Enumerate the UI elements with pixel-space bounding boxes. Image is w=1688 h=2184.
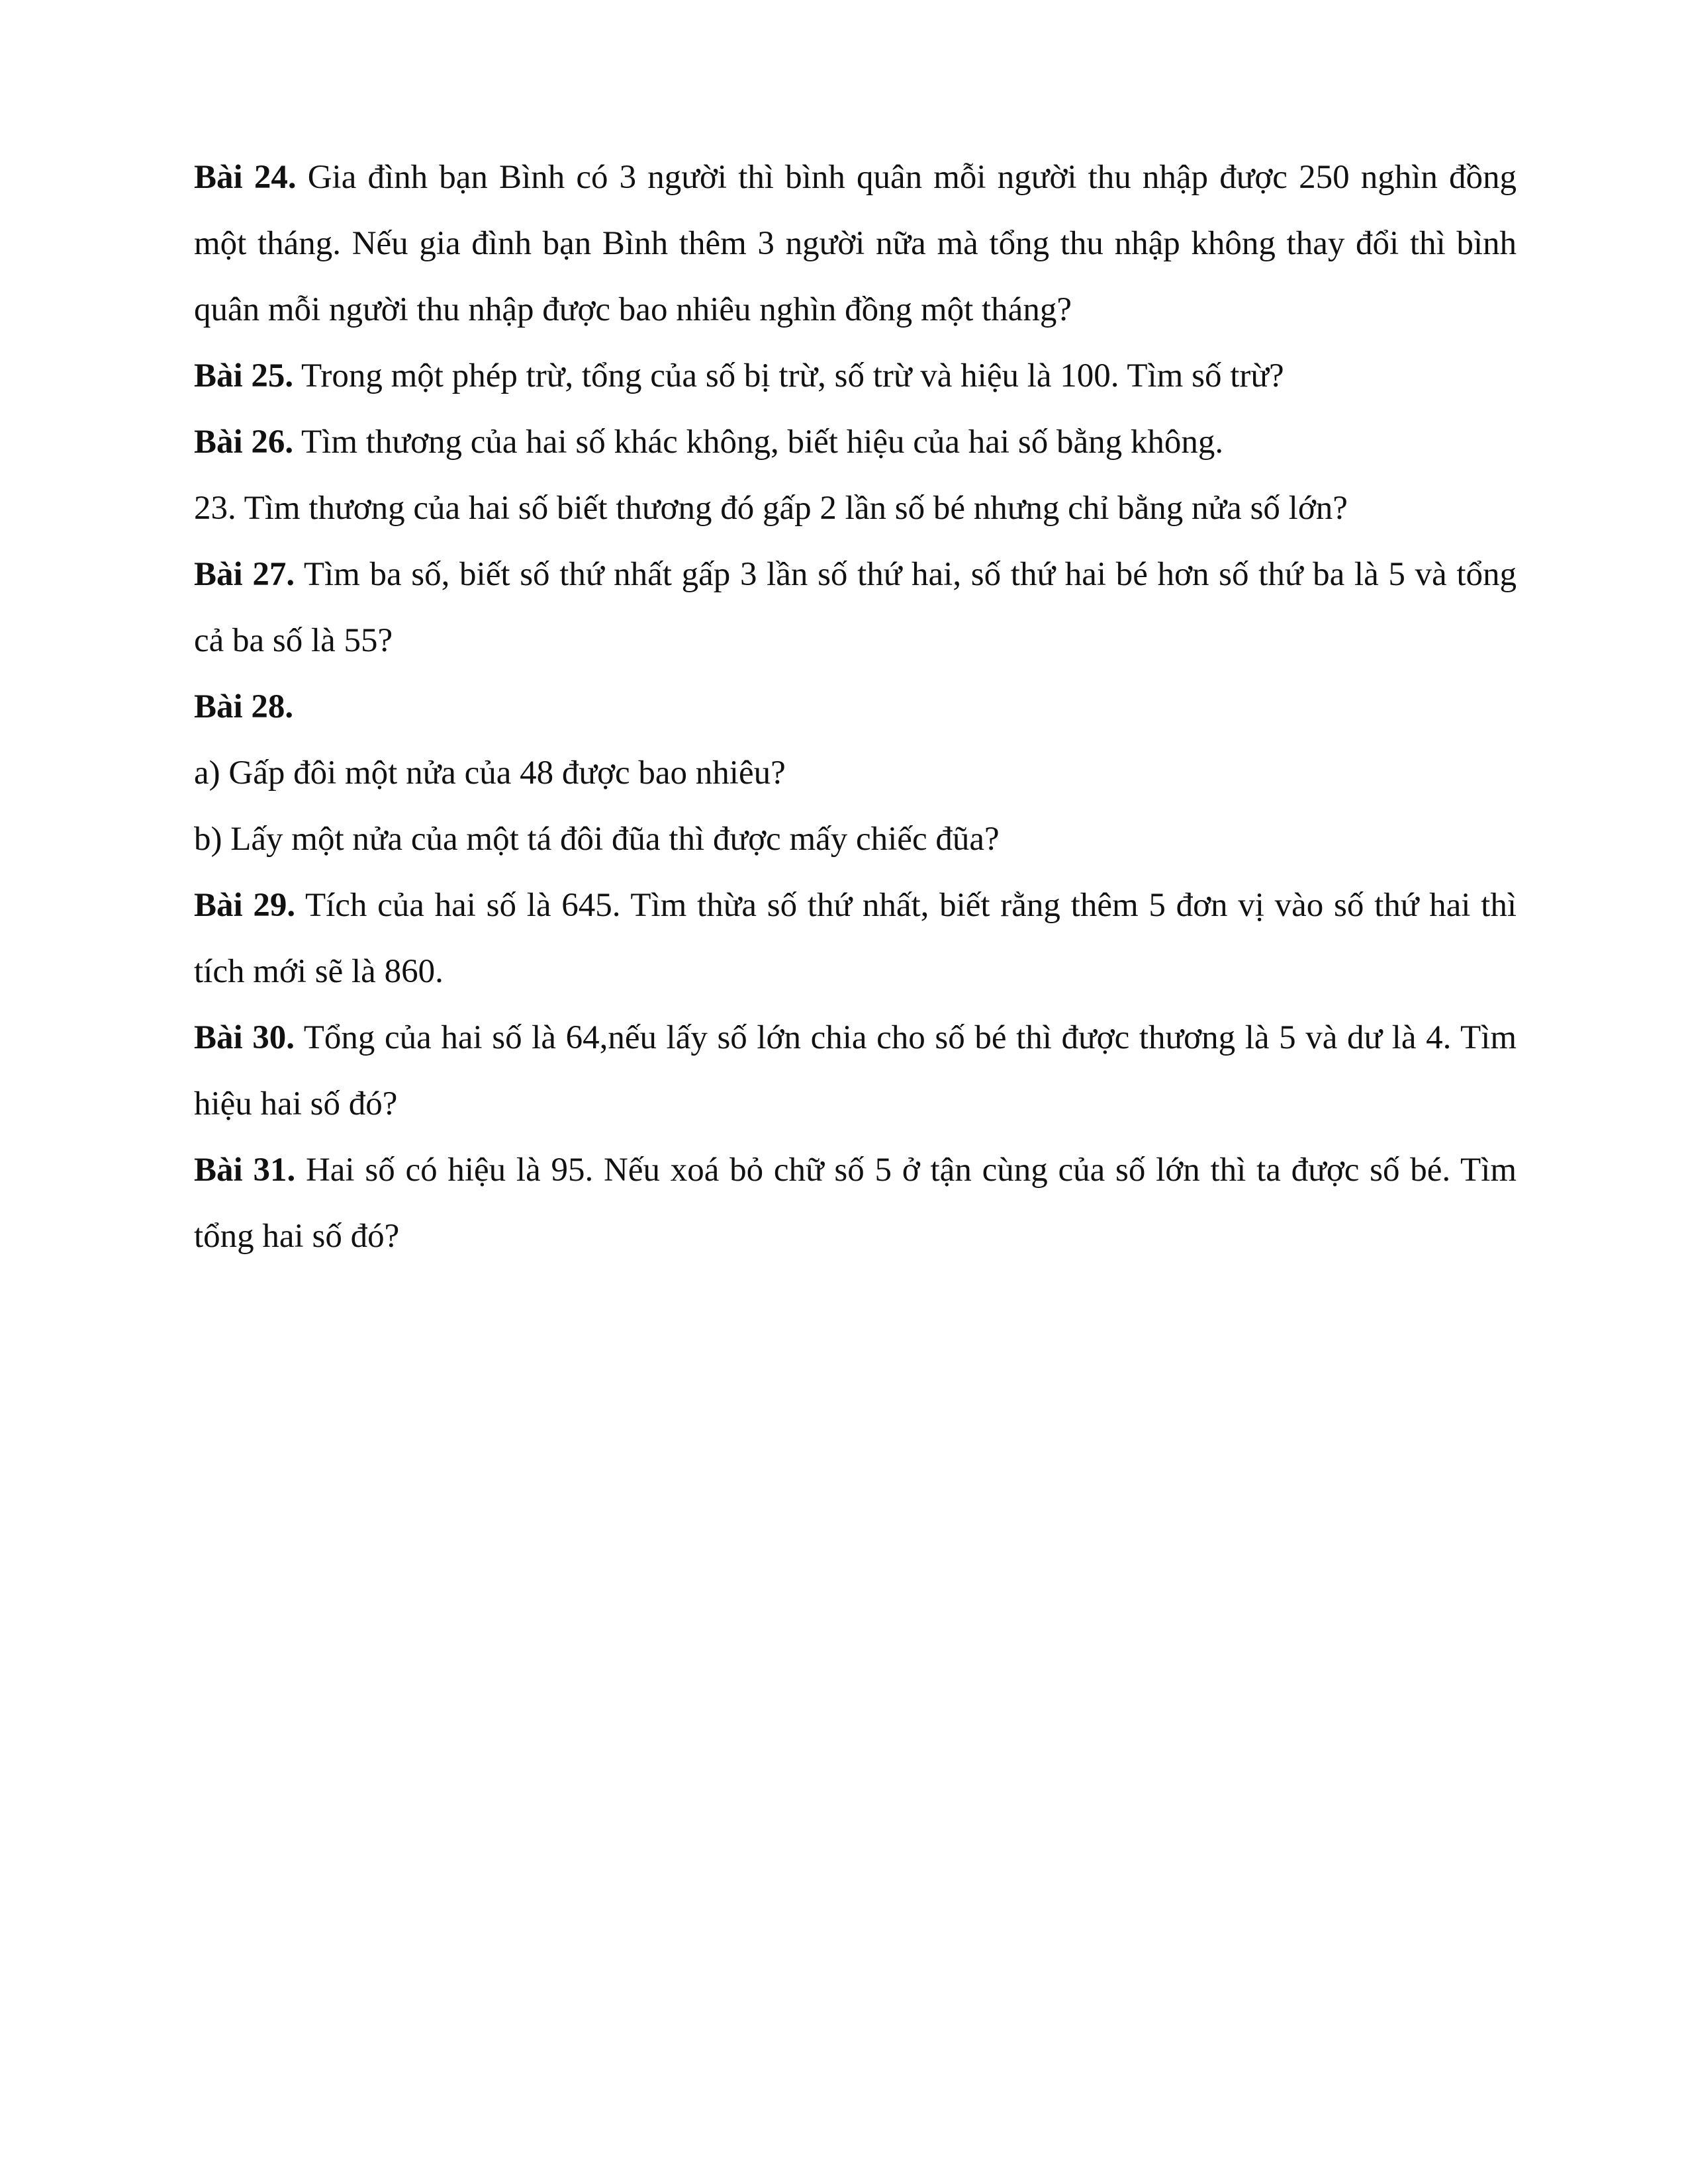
problem-text: b) Lấy một nửa của một tá đôi đũa thì được mấy chiếc đũa? [194, 821, 1000, 858]
problem-29 [194, 872, 1517, 1005]
problem-25 [194, 343, 1517, 409]
problem-28-part-a [194, 740, 1517, 806]
problem-26 [194, 409, 1517, 475]
problem-label: Bài 27. [194, 556, 295, 593]
problem-label: Bài 25. [194, 357, 294, 394]
problem-label: Bài 29. [194, 887, 296, 924]
problem-text: Tìm ba số, biết số thứ nhất gấp 3 lần số thứ hai, số thứ hai bé hơn số thứ ba là 5 và tổng cả ba số là 55? [194, 556, 1517, 659]
problem-23-note [194, 475, 1517, 541]
problem-28-part-b [194, 806, 1517, 872]
problem-text: Hai số có hiệu là 95. Nếu xoá bỏ chữ số 5 ở tận cùng của số lớn thì ta được số bé. Tìm tổng hai số đó? [194, 1152, 1517, 1255]
problem-label: Bài 28. [194, 688, 294, 725]
problem-text: Tích của hai số là 645. Tìm thừa số thứ nhất, biết rằng thêm 5 đơn vị vào số thứ hai thì tích mới sẽ là 860. [194, 887, 1517, 990]
problem-31 [194, 1137, 1517, 1269]
problem-27 [194, 541, 1517, 674]
problem-text: Tổng của hai số là 64,nếu lấy số lớn chia cho số bé thì được thương là 5 và dư là 4. Tìm hiệu hai số đó? [194, 1019, 1517, 1122]
problem-24 [194, 144, 1517, 343]
problem-30 [194, 1005, 1517, 1137]
problem-28 [194, 674, 1517, 740]
problem-label: Bài 24. [194, 159, 297, 196]
problem-text: a) Gấp đôi một nửa của 48 được bao nhiêu? [194, 754, 786, 792]
problem-label: Bài 26. [194, 424, 294, 461]
problem-text: Trong một phép trừ, tổng của số bị trừ, số trừ và hiệu là 100. Tìm số trừ? [293, 357, 1284, 394]
problem-text: Gia đình bạn Bình có 3 người thì bình quân mỗi người thu nhập được 250 nghìn đồng một tháng. Nếu gia đình bạn Bình thêm 3 người nữa mà tổng thu nhập không thay đổi thì bình quân mỗi người thu nhập được bao nhiêu nghìn đồng một tháng? [194, 159, 1517, 328]
problem-text: Tìm thương của hai số khác không, biết hiệu của hai số bằng không. [293, 424, 1224, 461]
problem-list [194, 144, 1517, 1269]
problem-label: Bài 30. [194, 1019, 295, 1056]
problem-text: 23. Tìm thương của hai số biết thương đó gấp 2 lần số bé nhưng chỉ bằng nửa số lớn? [194, 490, 1348, 527]
problem-label: Bài 31. [194, 1152, 296, 1189]
